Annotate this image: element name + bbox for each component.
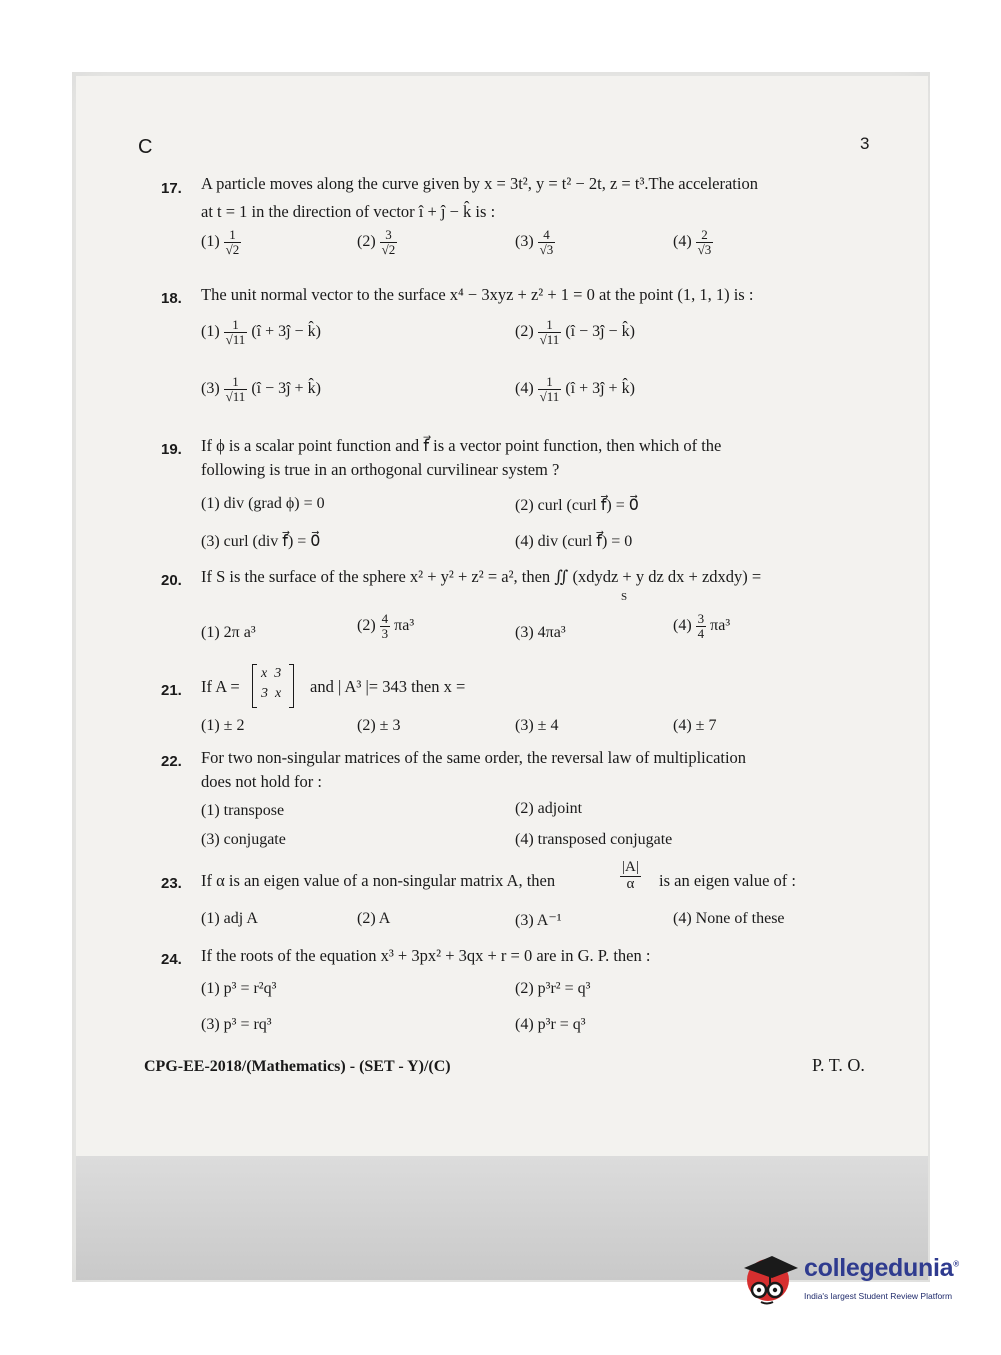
option[interactable]: (1) adj A	[201, 910, 258, 927]
option[interactable]: (4) $\frac{3}{4}$ πa³	[673, 611, 731, 641]
option[interactable]: (3) curl (div f⃗) = 0⃗	[201, 533, 321, 550]
option[interactable]: (2) A	[357, 910, 391, 927]
brand-name: collegedunia®	[804, 1254, 959, 1282]
question-number: 24.	[161, 951, 182, 968]
collegedunia-logo	[742, 1248, 974, 1312]
option[interactable]: (4) transposed conjugate	[515, 831, 673, 848]
question-text: does not hold for :	[201, 772, 322, 791]
option[interactable]: (1) $\frac{1}{√11}$ (î + 3ĵ − k̂)	[201, 317, 321, 347]
question-text: A particle moves along the curve given by x = 3t², y = t² − 2t, z = t³.The acceleration	[201, 174, 758, 193]
option[interactable]: (1) transpose	[201, 802, 285, 819]
option[interactable]: (3) ± 4	[515, 717, 559, 734]
question-text: If the roots of the equation x³ + 3px² + 3qx + r = 0 are in G. P. then :	[201, 946, 651, 965]
question-number: 21.	[161, 682, 182, 699]
question-suffix: is an eigen value of :	[659, 871, 796, 890]
option[interactable]: (1) ± 2	[201, 717, 245, 734]
option[interactable]: (4) p³r = q³	[515, 1016, 586, 1033]
option[interactable]: (1) p³ = r²q³	[201, 980, 277, 997]
option[interactable]: (3) conjugate	[201, 831, 286, 848]
question-suffix: and | A³ |= 343 then x =	[310, 677, 466, 696]
option[interactable]: (2) p³r² = q³	[515, 980, 591, 997]
option[interactable]: (4) div (curl f⃗) = 0	[515, 533, 633, 550]
question-number: 23.	[161, 875, 182, 892]
set-letter: C	[138, 136, 153, 158]
question-prefix: If A =	[201, 677, 240, 696]
question-text: at t = 1 in the direction of vector î + ĵ − k̂ is :	[201, 202, 496, 221]
option[interactable]: (3) A⁻¹	[515, 912, 562, 929]
question-text: following is true in an orthogonal curvilinear system ?	[201, 460, 560, 479]
option[interactable]: (3) $\frac{4}{√3}$	[515, 227, 554, 257]
option[interactable]: (4) $\frac{1}{√11}$ (î + 3ĵ + k̂)	[515, 374, 635, 404]
question-text: If S is the surface of the sphere x² + y² + z² = a², then ∬ (xdydz + y dz dx + zdxdy) =	[201, 567, 762, 586]
question-prefix: If α is an eigen value of a non-singular matrix A, then	[201, 871, 556, 890]
option[interactable]: (1) $\frac{1}{√2}$	[201, 227, 240, 257]
option[interactable]: (2) adjoint	[515, 800, 583, 817]
integral-subscript: S	[621, 591, 628, 603]
option[interactable]: (2) $\frac{3}{√2}$	[357, 227, 396, 257]
question-text: If ϕ is a scalar point function and f⃗ is a vector point function, then which of the	[201, 436, 722, 455]
question-number: 20.	[161, 572, 182, 589]
option[interactable]: (1) div (grad ϕ) = 0	[201, 495, 325, 512]
question-text: The unit normal vector to the surface x⁴ − 3xyz + z² + 1 = 0 at the point (1, 1, 1) is :	[201, 285, 754, 304]
question-number: 19.	[161, 441, 182, 458]
option[interactable]: (4) None of these	[673, 910, 785, 927]
option[interactable]: (4) $\frac{2}{√3}$	[673, 227, 712, 257]
matrix-row: x 3	[261, 666, 282, 681]
question-number: 17.	[161, 180, 182, 197]
brand-tagline: India's largest Student Review Platform	[804, 1291, 953, 1301]
option[interactable]: (3) $\frac{1}{√11}$ (î − 3ĵ + k̂)	[201, 374, 321, 404]
fraction: $\frac{|A|}{\alpha}$	[622, 859, 639, 892]
mascot-icon	[742, 1250, 800, 1308]
option[interactable]: (4) ± 7	[673, 717, 717, 734]
matrix-row: 3 x	[261, 686, 282, 701]
question-number: 22.	[161, 753, 182, 770]
pto-label: P. T. O.	[812, 1055, 865, 1075]
question-number: 18.	[161, 290, 182, 307]
option[interactable]: (3) p³ = rq³	[201, 1016, 272, 1033]
option[interactable]: (3) 4πa³	[515, 624, 566, 641]
option[interactable]: (2) $\frac{4}{3}$ πa³	[357, 611, 415, 641]
option[interactable]: (2) curl (curl f⃗) = 0⃗	[515, 497, 639, 514]
option[interactable]: (2) $\frac{1}{√11}$ (î − 3ĵ − k̂)	[515, 317, 635, 347]
option[interactable]: (1) 2π a³	[201, 624, 256, 641]
option[interactable]: (2) ± 3	[357, 717, 401, 734]
question-text: For two non-singular matrices of the same order, the reversal law of multiplication	[201, 748, 747, 767]
matrix	[252, 664, 294, 708]
page-number: 3	[860, 134, 870, 153]
exam-code: CPG-EE-2018/(Mathematics) - (SET - Y)/(C)	[144, 1058, 451, 1075]
